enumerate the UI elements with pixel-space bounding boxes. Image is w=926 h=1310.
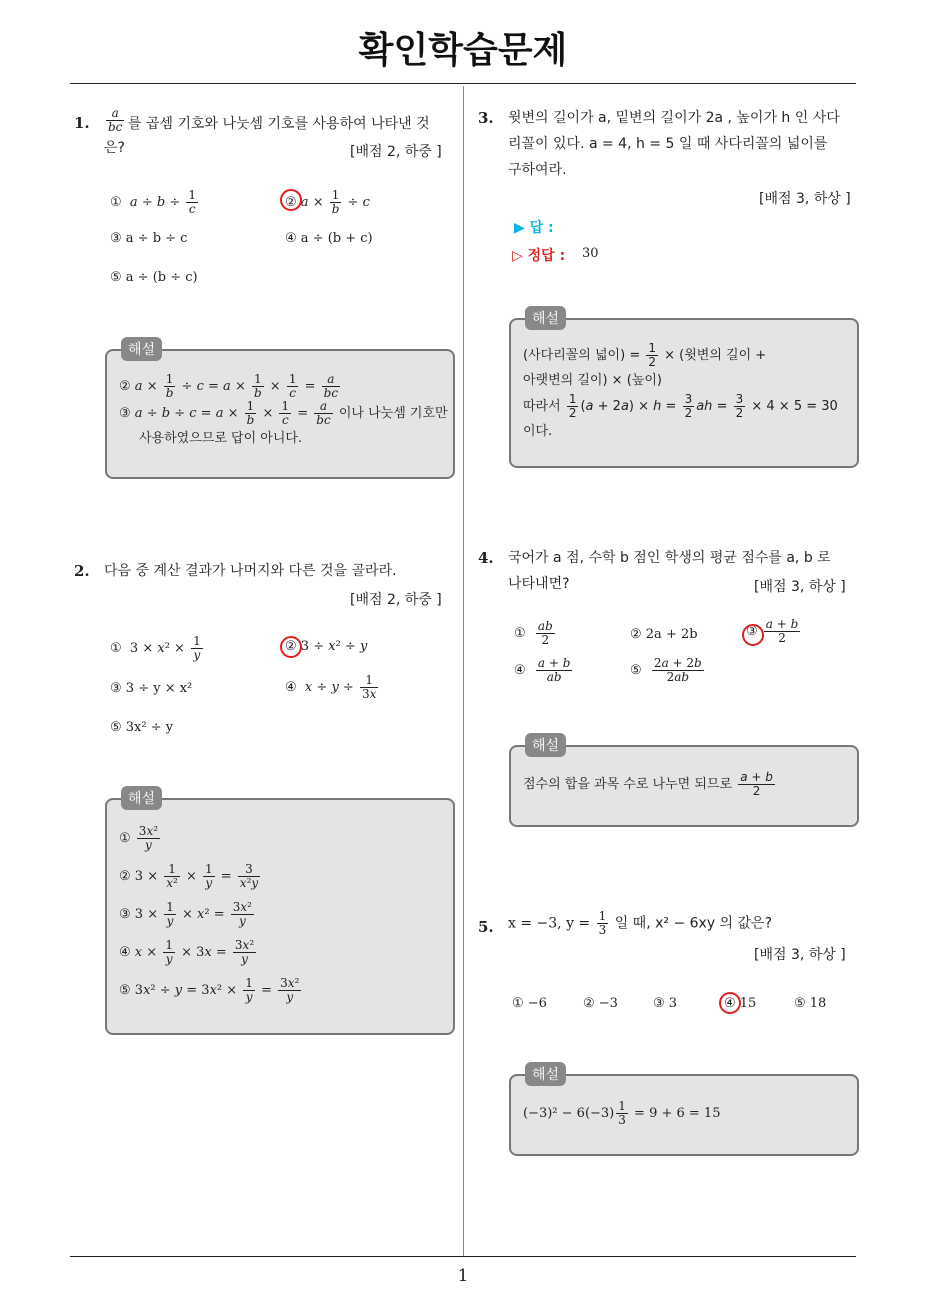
option-4[interactable]: ④ a ÷ (b + c) <box>285 231 373 246</box>
question-number: 4. <box>478 549 494 567</box>
correct-answer-label: ▷ 정답 : <box>512 248 566 264</box>
question-text-line2: 나타내면? <box>508 576 570 592</box>
option-4[interactable]: ④ $\frac{a + b}{ab}$ <box>514 656 571 684</box>
selected-answer-mark <box>280 636 302 658</box>
question-text: x = −3, y = $\frac{1}{3}$ 일 때, x² − 6xy 의 값은? <box>508 909 773 937</box>
question-text-line1: 국어가 a 점, 수학 b 점인 학생의 평균 점수를 a, b 로 <box>508 550 831 566</box>
score-label: [배점 2, 하중 ] <box>350 592 442 608</box>
option-2[interactable]: ② a × $\frac{1}{b}$ ÷ c <box>285 188 370 216</box>
answer-label: ▶ 답 : <box>514 220 554 236</box>
score-label: [배점 3, 하상 ] <box>754 947 846 963</box>
score-label: [배점 2, 하중 ] <box>350 144 442 160</box>
solution-tag: 해설 <box>525 733 566 757</box>
solution-box <box>105 342 455 479</box>
question-number: 1. <box>74 114 90 132</box>
solution-tag: 해설 <box>121 786 162 810</box>
solution-tag: 해설 <box>525 306 566 330</box>
solution-tag: 해설 <box>525 1062 566 1086</box>
option-2[interactable]: ② 2a + 2b <box>630 627 698 642</box>
selected-answer-mark <box>280 189 302 211</box>
header-divider <box>70 83 856 84</box>
footer-divider <box>70 1256 856 1257</box>
solution-box <box>509 1067 859 1156</box>
option-5[interactable]: ⑤ a ÷ (b ÷ c) <box>110 270 198 285</box>
correct-answer-value: 30 <box>582 246 599 261</box>
score-label: [배점 3, 하상 ] <box>754 579 846 595</box>
score-label: [배점 3, 하상 ] <box>759 191 851 207</box>
question-text: 를 곱셈 기호와 나눗셈 기호를 사용하여 나타낸 것 <box>128 116 430 132</box>
solution-body: ① $\frac{\text{3x²}}{y}$ ② 3 × $\frac{1}{\text{x²}}$ × $\frac{1}{y}$ = $\frac{3}{\text{x²y}}$ ③ 3 × $\frac{1}{y}$ × x² = $\frac{\text{3x²}}{y}$ ④ x × $\frac{1}{y}$ × 3x = $\frac{\text{3x²}}{y}$ ⑤ 3x² ÷ y = 3x² × $\frac{1}{y}$ = $\frac{\text{3x²}}{y}$ <box>119 824 300 1004</box>
question-number: 5. <box>478 918 494 936</box>
solution-body: (사다리꼴의 넓이) = $\frac{1}{2}$ × (윗변의 길이 + 아랫변의 길이) × (높이) 따라서 $\frac{1}{2}$ (a + 2a) × h = $\frac{3}{2}$ ah = $\frac{3}{2}$ × 4 × 5 = 30 이다. <box>523 341 838 439</box>
question-number: 3. <box>478 109 494 127</box>
page-title: 확인학습문제 <box>358 30 568 71</box>
option-5[interactable]: ⑤ 3x² ÷ y <box>110 720 174 735</box>
option-4[interactable]: ④ 15 <box>724 996 757 1011</box>
option-3[interactable]: ③ a ÷ b ÷ c <box>110 231 188 246</box>
option-1[interactable]: ① 3 × x² × $\frac{1}{y}$ <box>110 634 201 662</box>
column-divider <box>463 86 464 1256</box>
solution-box <box>509 738 859 827</box>
question-number: 2. <box>74 562 90 580</box>
option-1[interactable]: ① a ÷ b ÷ $\frac{1}{c}$ <box>110 188 196 216</box>
question-fraction: $\frac{a}{bc}$ <box>108 106 123 134</box>
option-2[interactable]: ② −3 <box>583 996 618 1011</box>
page-number: 1 <box>457 1266 469 1286</box>
selected-answer-mark <box>719 992 741 1014</box>
question-text: 다음 중 계산 결과가 나머지와 다른 것을 골라라. <box>104 563 397 579</box>
solution-tag: 해설 <box>121 337 162 361</box>
question-text-line3: 구하여라. <box>508 162 567 178</box>
solution-body: 점수의 합을 과목 수로 나누면 되므로 $\frac{a + b}{2}$ <box>523 770 773 798</box>
option-1[interactable]: ① $\frac{ab}{2}$ <box>514 619 553 647</box>
option-5[interactable]: ⑤ $\frac{2a + 2b}{2ab}$ <box>630 656 702 684</box>
option-3[interactable]: ③ $\frac{a + b}{2}$ <box>746 617 799 645</box>
solution-body: ② a × $\frac{1}{b}$ ÷ c = a × $\frac{1}{b}$ × $\frac{1}{c}$ = $\frac{a}{bc}$ ③ a ÷ b ÷ c = a × $\frac{1}{b}$ × $\frac{1}{c}$ = $\frac{a}{bc}$ 이나 나눗셈 기호만 사용하였으므로 답이 아니다. <box>119 372 448 446</box>
solution-body: (−3)² − 6(−3) $\frac{1}{3}$ = 9 + 6 = 15 <box>523 1099 721 1127</box>
question-text-cont: 은? <box>104 140 125 156</box>
option-1[interactable]: ① −6 <box>512 996 547 1011</box>
question-text-line1: 윗변의 길이가 a, 밑변의 길이가 2a , 높이가 h 인 사다 <box>508 110 840 126</box>
option-2[interactable]: ② 3 ÷ x² ÷ y <box>285 639 368 654</box>
option-3[interactable]: ③ 3 ÷ y × x² <box>110 681 193 696</box>
option-3[interactable]: ③ 3 <box>653 996 678 1011</box>
selected-answer-mark <box>742 624 764 646</box>
solution-box <box>105 791 455 1035</box>
option-4[interactable]: ④ x ÷ y ÷ $\frac{1}{3x}$ <box>285 673 377 701</box>
option-5[interactable]: ⑤ 18 <box>794 996 827 1011</box>
question-text-line2: 리꼴이 있다. a = 4, h = 5 일 때 사다리꼴의 넓이를 <box>508 136 828 152</box>
solution-box <box>509 311 859 468</box>
